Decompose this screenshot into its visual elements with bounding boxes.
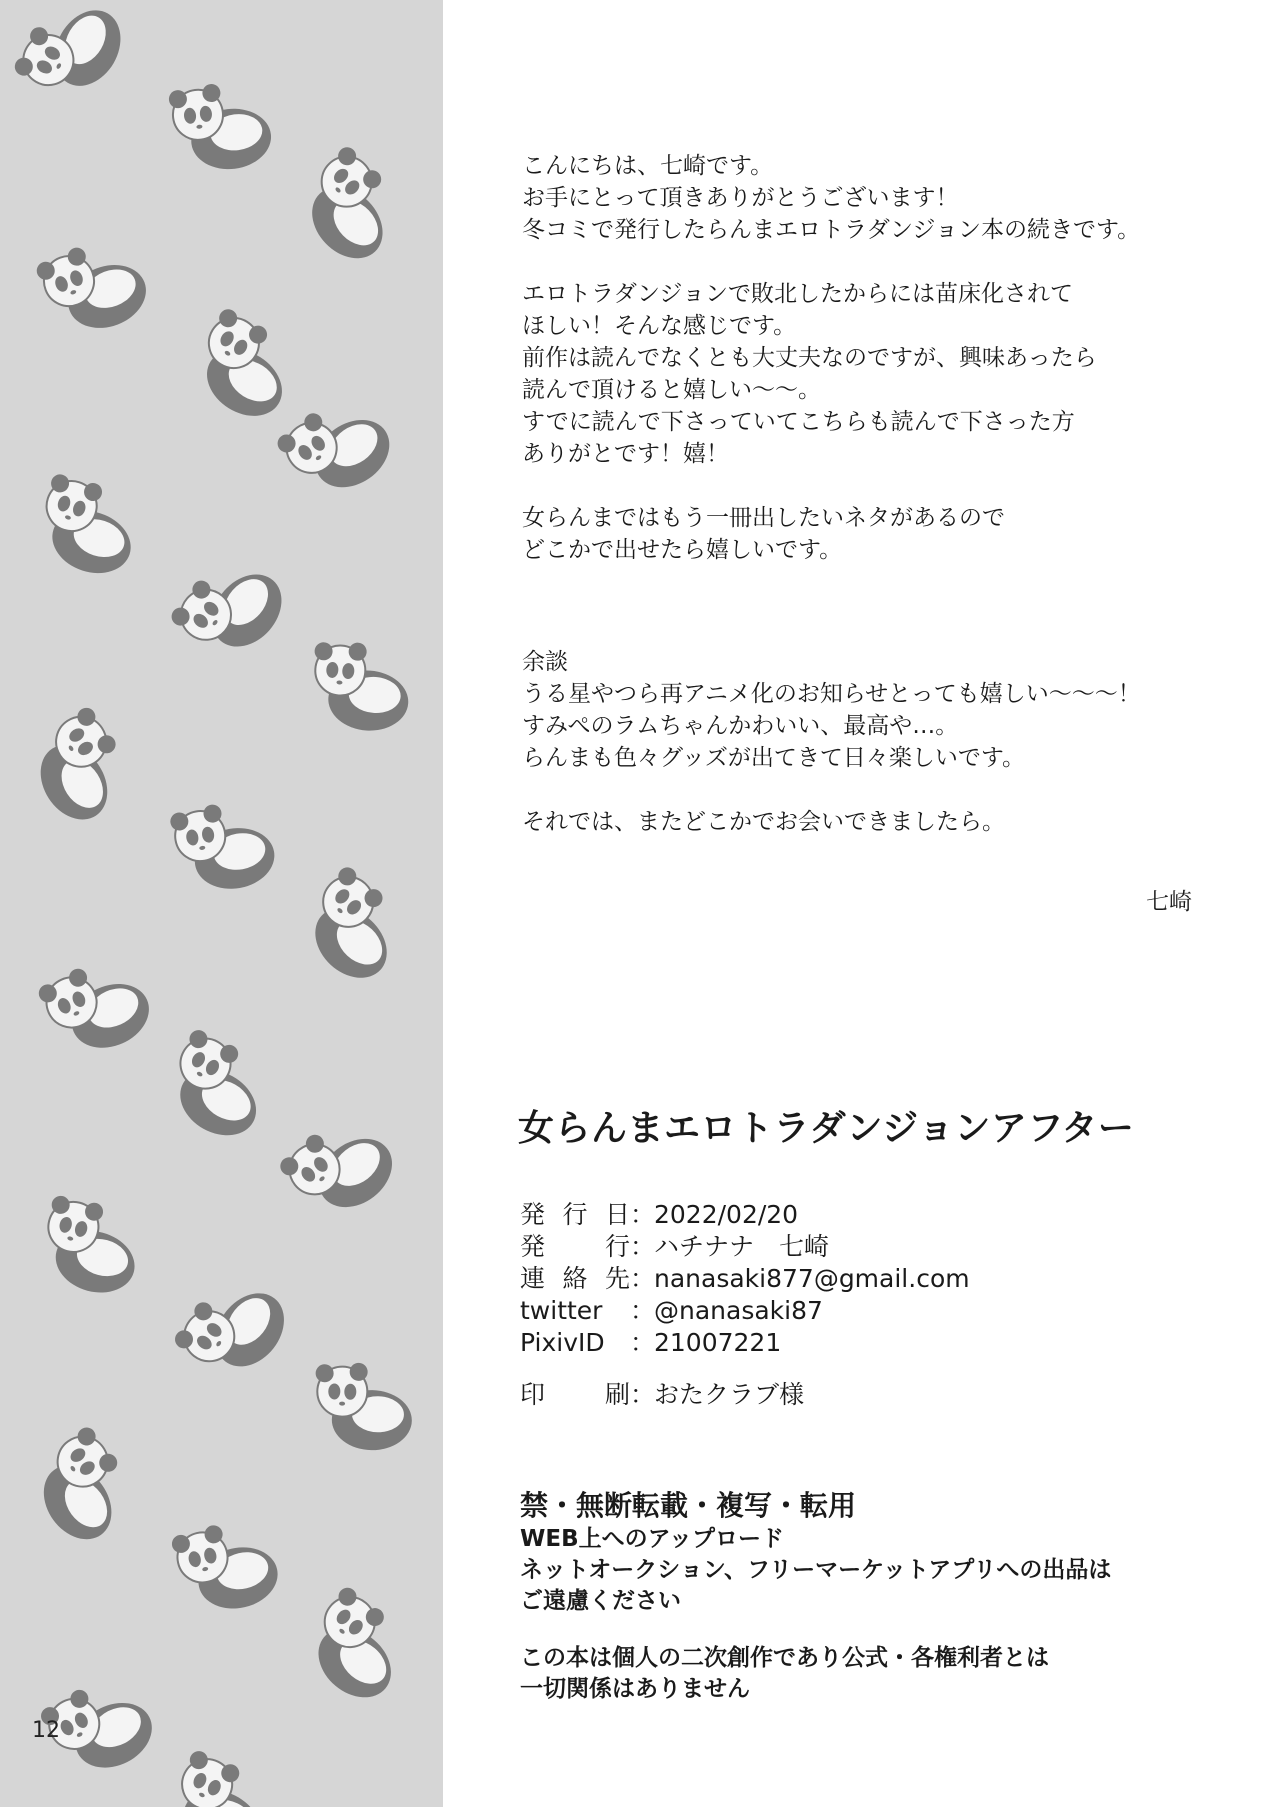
afterword-line: すでに読んで下さっていてこちらも読んで下さった方 [522, 409, 1075, 435]
colophon-row [520, 1199, 970, 1231]
afterword-line: 冬コミで発行したらんまエロトラダンジョン本の続きです。 [522, 217, 1141, 243]
panda-icon [180, 304, 308, 429]
colophon-label: 連絡先 [520, 1264, 630, 1293]
colophon-value: おたクラブ様 [654, 1380, 805, 1409]
panda-icon [33, 229, 155, 345]
panda-icon [273, 384, 402, 511]
panda-icon [289, 862, 419, 992]
panda-icon [169, 795, 280, 898]
colophon-value: 21007221 [654, 1328, 782, 1357]
panda-icon [314, 1362, 413, 1451]
afterword-line: 読んで頂けると嬉しい〜〜。 [522, 377, 821, 403]
notice-heading: 禁・無断転載・複写・転用 [520, 1489, 857, 1522]
colophon-separator: ： [630, 1296, 656, 1325]
colophon-separator: ： [630, 1264, 656, 1293]
panda-icon [35, 948, 159, 1067]
panda-pattern-sidebar [0, 0, 443, 1807]
panda-pattern [0, 0, 443, 1807]
colophon-label: PixivID [520, 1328, 605, 1357]
panda-icon [32, 1192, 148, 1301]
panda-icon [170, 1263, 298, 1393]
afterword-line: 前作は読んでなくとも大丈夫なのですが、興味あったら [522, 345, 1097, 371]
afterword-line: 女らんまではもう一冊出したいネタがあるので [522, 505, 1005, 531]
panda-icon [20, 1423, 147, 1553]
colophon [520, 1199, 970, 1411]
colophon-row [520, 1295, 970, 1327]
afterword-line: お手にとって頂きありがとうございます！ [522, 185, 959, 211]
disclaimer-line: この本は個人の二次創作であり公式・各権利者とは [520, 1645, 1049, 1671]
afterword-line: エロトラダンジョンで敗北したからには苗床化されて [522, 281, 1073, 307]
notice-line: WEB上へのアップロード [520, 1526, 785, 1552]
panda-icon [286, 142, 416, 272]
page-number: 12 [32, 1718, 60, 1743]
colophon-value: ハチナナ 七崎 [654, 1232, 830, 1261]
afterword-line: どこかで出せたら嬉しいです。 [522, 537, 843, 563]
colophon-label: 印 刷 [520, 1380, 630, 1409]
colophon-separator: ： [630, 1328, 656, 1357]
notice-line: ご遠慮ください [520, 1588, 681, 1614]
afterword-line: ありがとです！嬉！ [522, 441, 729, 467]
colophon-row [520, 1327, 970, 1359]
panda-icon [168, 78, 275, 176]
copyright-notice [520, 1488, 1111, 1705]
panda-icon [166, 543, 295, 673]
colophon-label: 発行日 [520, 1200, 630, 1229]
aside-line: らんまも色々グッズが出てきて日々楽しいです。 [522, 745, 1026, 771]
colophon-value: nanasaki877@gmail.com [654, 1264, 970, 1293]
panda-icon [292, 1582, 422, 1711]
afterword-line: ほしい！そんな感じです。 [522, 313, 797, 339]
colophon-row [520, 1231, 970, 1263]
panda-icon [157, 1746, 282, 1807]
disclaimer-line: 一切関係はありません [520, 1676, 750, 1702]
aside-line: うる星やつら再アニメ化のお知らせとっても嬉しい〜〜〜！ [522, 681, 1141, 707]
panda-icon [309, 640, 412, 734]
afterword [522, 150, 1222, 838]
aside-line: それでは、またどこかでお会いできましたら。 [522, 809, 1005, 835]
notice-line: ネットオークション、フリーマーケットアプリへの出品は [520, 1557, 1112, 1583]
panda-icon [28, 470, 147, 583]
colophon-label: twitter [520, 1296, 603, 1325]
colophon-separator: ： [630, 1200, 656, 1229]
colophon-separator: ： [630, 1232, 656, 1261]
colophon-value: 2022/02/20 [654, 1200, 799, 1229]
colophon-row [520, 1263, 970, 1295]
colophon-separator: ： [630, 1380, 656, 1409]
aside-line: 余談 [522, 649, 568, 675]
colophon-printer-row [520, 1379, 970, 1411]
panda-icon [18, 703, 144, 832]
panda-icon [170, 1513, 284, 1620]
panda-icon [154, 1025, 281, 1148]
colophon-value: @nanasaki87 [654, 1296, 823, 1325]
afterword-line: こんにちは、七崎です。 [522, 153, 774, 179]
book-title: 女らんまエロトラダンジョンアフター [518, 1108, 1135, 1149]
aside-line: すみぺのラムちゃんかわいい、最高や…。 [522, 713, 959, 739]
signature: 七崎 [1146, 889, 1192, 915]
panda-icon [10, 0, 134, 112]
colophon-label: 発 行 [520, 1232, 630, 1261]
panda-icon [275, 1103, 405, 1231]
